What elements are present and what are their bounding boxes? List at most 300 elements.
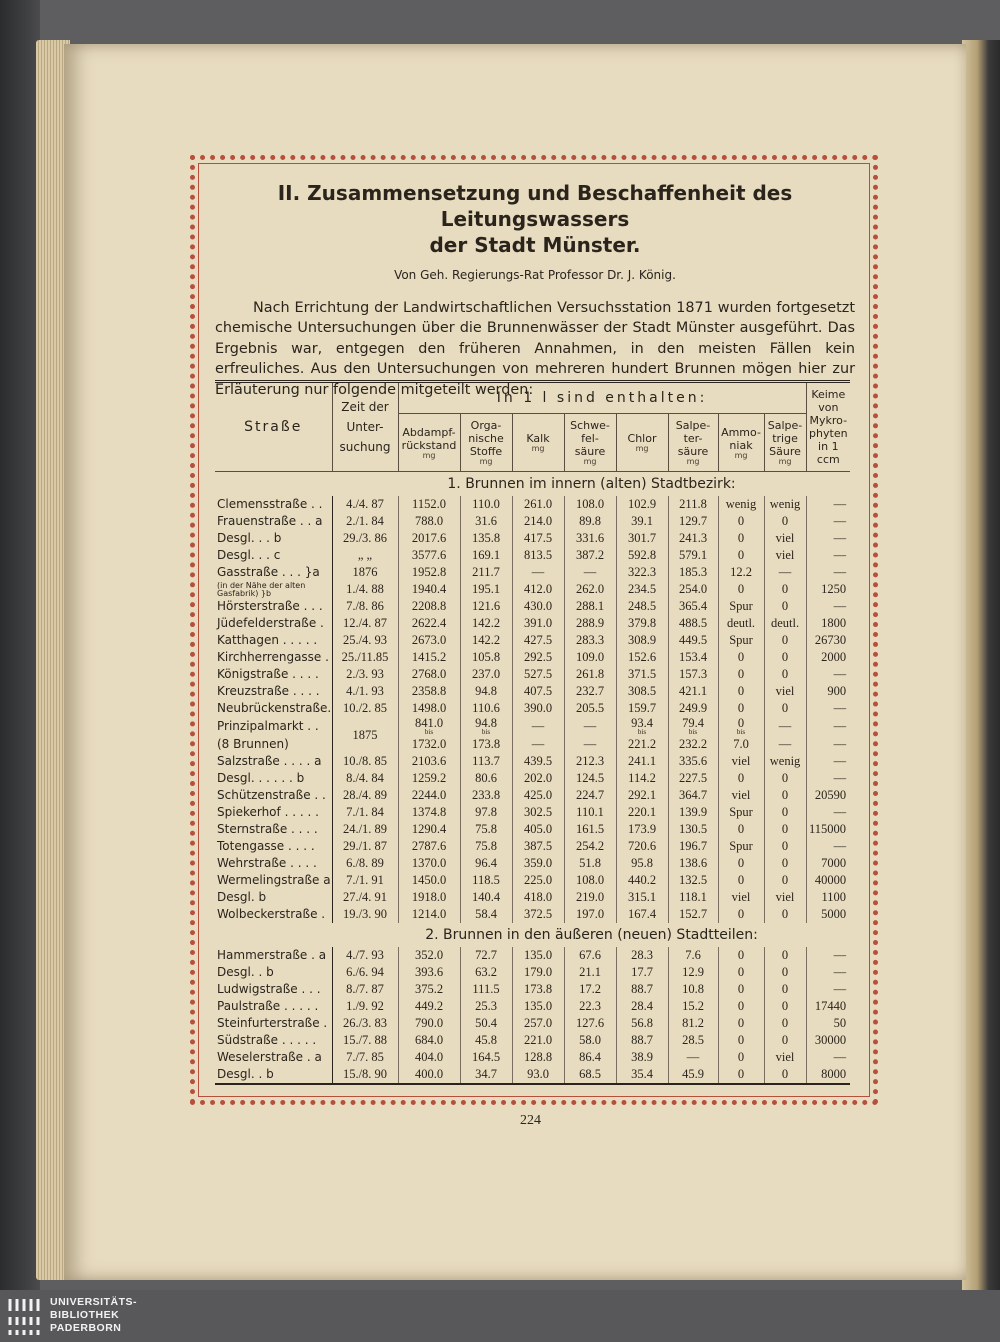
- value-cell: —: [512, 564, 564, 581]
- keime-cell: —: [806, 964, 850, 981]
- value-cell: 88.7: [616, 981, 668, 998]
- table-row: [215, 632, 850, 649]
- street-name: Katthagen . . . . .: [217, 633, 318, 648]
- date-cell: 10./8. 85: [332, 753, 398, 770]
- date-cell: 7./8. 86: [332, 598, 398, 615]
- header-salpeter: Salpe-ter-säure mg: [668, 414, 718, 472]
- value-cell: 202.0: [512, 770, 564, 787]
- title-line-1: II. Zusammensetzung und Beschaffenheit des Leitungswassers: [277, 181, 793, 231]
- value-cell: 315.1: [616, 889, 668, 906]
- section-heading-1: [215, 472, 850, 497]
- table-row: [215, 964, 850, 981]
- value-cell: 0: [718, 513, 764, 530]
- range-start: 94.8: [475, 717, 497, 730]
- value-cell: 0: [764, 838, 806, 855]
- value-cell: 379.8: [616, 615, 668, 632]
- value-cell: 105.8: [460, 649, 512, 666]
- value-cell: 249.9: [668, 700, 718, 717]
- value-cell: 96.4: [460, 855, 512, 872]
- library-name-line-2: BIBLIOTHEK: [50, 1309, 120, 1321]
- keime-cell: 26730: [806, 632, 850, 649]
- value-cell: 173.9: [616, 821, 668, 838]
- keime-cell: 40000: [806, 872, 850, 889]
- value-cell: 0: [764, 981, 806, 998]
- value-cell: 0: [764, 513, 806, 530]
- range-bis: bis: [424, 728, 434, 736]
- value-cell: —: [668, 1049, 718, 1066]
- table-row: [215, 872, 850, 889]
- value-cell: 173.8: [460, 736, 512, 753]
- value-cell: 322.3: [616, 564, 668, 581]
- value-cell: 118.5: [460, 872, 512, 889]
- table-row: [215, 787, 850, 804]
- street-name: Sternstraße . . . .: [217, 822, 318, 837]
- table-row: [215, 513, 850, 530]
- street-name: Desgl. b: [217, 890, 267, 905]
- value-cell: 80.6: [460, 770, 512, 787]
- street-name: Ludwigstraße . . .: [217, 982, 321, 997]
- value-cell: 254.2: [564, 838, 616, 855]
- value-cell: —: [806, 736, 850, 753]
- date-cell: 25./4. 93: [332, 632, 398, 649]
- value-cell: 97.8: [460, 804, 512, 821]
- value-cell: 0: [764, 804, 806, 821]
- library-name-line-3: PADERBORN: [50, 1322, 122, 1334]
- keime-cell: 115000: [806, 821, 850, 838]
- range-start: 841.0: [414, 717, 444, 730]
- keime-cell: —: [806, 804, 850, 821]
- keime-cell: —: [806, 753, 850, 770]
- keime-cell: 1250: [806, 581, 850, 598]
- value-cell: 2768.0: [398, 666, 460, 683]
- table-row: [215, 530, 850, 547]
- value-cell: 0: [764, 1015, 806, 1032]
- value-cell: 241.3: [668, 530, 718, 547]
- value-cell: 0: [718, 872, 764, 889]
- value-cell: 0: [718, 649, 764, 666]
- header-salpetrig: Salpe-trige Säure mg: [764, 414, 806, 472]
- value-cell: 221.2: [616, 736, 668, 753]
- value-cell: 1918.0: [398, 889, 460, 906]
- value-cell: 39.1: [616, 513, 668, 530]
- value-cell: 2103.6: [398, 753, 460, 770]
- value-cell: 788.0: [398, 513, 460, 530]
- value-cell: 0: [764, 855, 806, 872]
- keime-cell: —: [806, 666, 850, 683]
- street-name: Königstraße . . . .: [217, 667, 319, 682]
- value-cell: 38.9: [616, 1049, 668, 1066]
- value-cell: 0: [764, 666, 806, 683]
- table-body-outer-district: [215, 923, 850, 1084]
- header-abdampf: Abdampf-rückstand mg: [398, 414, 460, 472]
- value-cell: 56.8: [616, 1015, 668, 1032]
- value-cell: 0: [718, 1015, 764, 1032]
- value-cell: 1290.4: [398, 821, 460, 838]
- value-cell: 393.6: [398, 964, 460, 981]
- article-title: [215, 180, 855, 258]
- value-cell: Spur: [718, 598, 764, 615]
- value-cell: 288.1: [564, 598, 616, 615]
- value-cell: 248.5: [616, 598, 668, 615]
- value-cell: 72.7: [460, 947, 512, 964]
- value-cell: 237.0: [460, 666, 512, 683]
- value-cell: 301.7: [616, 530, 668, 547]
- value-cell: 108.0: [564, 496, 616, 513]
- table-row: [215, 649, 850, 666]
- date-cell: 2./3. 93: [332, 666, 398, 683]
- table-row: [215, 581, 850, 598]
- library-logo-icon: [6, 1297, 44, 1337]
- keime-cell: 2000: [806, 649, 850, 666]
- value-cell: 430.0: [512, 598, 564, 615]
- value-cell: 220.1: [616, 804, 668, 821]
- value-cell: viel: [718, 753, 764, 770]
- value-cell: 35.4: [616, 1066, 668, 1084]
- value-cell: [718, 717, 764, 736]
- value-cell: 1450.0: [398, 872, 460, 889]
- value-cell: 34.7: [460, 1066, 512, 1084]
- table-row: [215, 804, 850, 821]
- value-cell: 2622.4: [398, 615, 460, 632]
- table-row: [215, 717, 850, 736]
- keime-cell: —: [806, 838, 850, 855]
- value-cell: 109.0: [564, 649, 616, 666]
- value-cell: 292.1: [616, 787, 668, 804]
- value-cell: 390.0: [512, 700, 564, 717]
- value-cell: 1732.0: [398, 736, 460, 753]
- keime-cell: —: [806, 547, 850, 564]
- street-name: (in der Nähe der alten Gasfabrik) }b: [217, 581, 306, 598]
- value-cell: 159.7: [616, 700, 668, 717]
- value-cell: deutl.: [718, 615, 764, 632]
- value-cell: [460, 717, 512, 736]
- header-in-1-l: In 1 l sind enthalten:: [398, 382, 806, 414]
- keime-cell: 1100: [806, 889, 850, 906]
- value-cell: 2017.6: [398, 530, 460, 547]
- table-row: [215, 855, 850, 872]
- value-cell: 152.7: [668, 906, 718, 923]
- value-cell: 288.9: [564, 615, 616, 632]
- value-cell: 12.2: [718, 564, 764, 581]
- value-cell: 0: [718, 906, 764, 923]
- value-cell: 417.5: [512, 530, 564, 547]
- value-cell: 195.1: [460, 581, 512, 598]
- value-cell: 365.4: [668, 598, 718, 615]
- value-cell: 128.8: [512, 1049, 564, 1066]
- value-cell: 292.5: [512, 649, 564, 666]
- value-cell: 233.8: [460, 787, 512, 804]
- header-zeit: Zeit der Unter-suchung: [332, 382, 398, 472]
- date-cell: 15./8. 90: [332, 1066, 398, 1084]
- value-cell: 0: [764, 632, 806, 649]
- library-name: [50, 1296, 137, 1335]
- table-body-prinzipalmarkt: [215, 717, 850, 753]
- value-cell: 425.0: [512, 787, 564, 804]
- value-cell: 308.5: [616, 683, 668, 700]
- section-title-2: 2. Brunnen in den äußeren (neuen) Stadtteilen:: [425, 926, 758, 943]
- value-cell: 421.1: [668, 683, 718, 700]
- value-cell: 197.0: [564, 906, 616, 923]
- value-cell: 212.3: [564, 753, 616, 770]
- value-cell: wenig: [718, 496, 764, 513]
- value-cell: —: [764, 736, 806, 753]
- street-name: Jüdefelderstraße .: [217, 616, 324, 631]
- keime-cell: —: [806, 770, 850, 787]
- value-cell: Spur: [718, 632, 764, 649]
- value-cell: viel: [718, 787, 764, 804]
- keime-cell: 20590: [806, 787, 850, 804]
- table-row: [215, 821, 850, 838]
- value-cell: 139.9: [668, 804, 718, 821]
- value-cell: [398, 717, 460, 736]
- value-cell: 129.7: [668, 513, 718, 530]
- value-cell: 219.0: [564, 889, 616, 906]
- value-cell: 205.5: [564, 700, 616, 717]
- street-name: Clemensstraße . .: [217, 497, 323, 512]
- value-cell: 352.0: [398, 947, 460, 964]
- range-bis: bis: [481, 728, 491, 736]
- value-cell: 1259.2: [398, 770, 460, 787]
- value-cell: 0: [718, 770, 764, 787]
- value-cell: 196.7: [668, 838, 718, 855]
- value-cell: 1152.0: [398, 496, 460, 513]
- value-cell: 254.0: [668, 581, 718, 598]
- date-cell: 28./4. 89: [332, 787, 398, 804]
- value-cell: 152.6: [616, 649, 668, 666]
- value-cell: 58.0: [564, 1032, 616, 1049]
- keime-cell: —: [806, 496, 850, 513]
- date-cell: 29./1. 87: [332, 838, 398, 855]
- value-cell: 0: [764, 770, 806, 787]
- value-cell: 111.5: [460, 981, 512, 998]
- table-row: [215, 564, 850, 581]
- value-cell: —: [564, 564, 616, 581]
- street-name: Wehrstraße . . . .: [217, 856, 317, 871]
- value-cell: 2787.6: [398, 838, 460, 855]
- date-cell: 1876: [332, 564, 398, 581]
- value-cell: 157.3: [668, 666, 718, 683]
- keime-cell: —: [806, 598, 850, 615]
- range-bis: bis: [736, 728, 746, 736]
- value-cell: 592.8: [616, 547, 668, 564]
- article-header: [215, 180, 855, 400]
- book-spine: [0, 0, 40, 1290]
- value-cell: 813.5: [512, 547, 564, 564]
- value-cell: viel: [764, 889, 806, 906]
- value-cell: 1952.8: [398, 564, 460, 581]
- date-cell: „ „: [332, 547, 398, 564]
- right-page-edge: [962, 40, 1000, 1290]
- value-cell: 135.0: [512, 947, 564, 964]
- header-organ: Orga-nische Stoffe mg: [460, 414, 512, 472]
- value-cell: 67.6: [564, 947, 616, 964]
- date-cell: 4./7. 93: [332, 947, 398, 964]
- section-heading-2: [215, 923, 850, 947]
- date-cell: 7./1. 91: [332, 872, 398, 889]
- value-cell: viel: [764, 683, 806, 700]
- value-cell: 81.2: [668, 1015, 718, 1032]
- value-cell: 2208.8: [398, 598, 460, 615]
- value-cell: 527.5: [512, 666, 564, 683]
- table-row: [215, 998, 850, 1015]
- value-cell: wenig: [764, 496, 806, 513]
- keime-cell: 1800: [806, 615, 850, 632]
- value-cell: 232.7: [564, 683, 616, 700]
- value-cell: 75.8: [460, 838, 512, 855]
- value-cell: 164.5: [460, 1049, 512, 1066]
- value-cell: 261.0: [512, 496, 564, 513]
- street-name: Spiekerhof . . . . .: [217, 805, 319, 820]
- value-cell: 179.0: [512, 964, 564, 981]
- value-cell: 1940.4: [398, 581, 460, 598]
- value-cell: 262.0: [564, 581, 616, 598]
- value-cell: 387.2: [564, 547, 616, 564]
- value-cell: 118.1: [668, 889, 718, 906]
- value-cell: 142.2: [460, 632, 512, 649]
- value-cell: 359.0: [512, 855, 564, 872]
- range-bis: bis: [637, 728, 647, 736]
- value-cell: 28.4: [616, 998, 668, 1015]
- value-cell: 0: [718, 547, 764, 564]
- value-cell: —: [764, 717, 806, 736]
- value-cell: 0: [718, 1066, 764, 1084]
- header-keime: Keime von Mykro-phyten in 1 ccm: [806, 382, 850, 472]
- value-cell: 169.1: [460, 547, 512, 564]
- keime-cell: —: [806, 564, 850, 581]
- value-cell: 185.3: [668, 564, 718, 581]
- value-cell: 7.0: [718, 736, 764, 753]
- street-name: Hammerstraße . a: [217, 948, 327, 963]
- value-cell: 1415.2: [398, 649, 460, 666]
- value-cell: 68.5: [564, 1066, 616, 1084]
- value-cell: 488.5: [668, 615, 718, 632]
- keime-cell: —: [806, 513, 850, 530]
- value-cell: 124.5: [564, 770, 616, 787]
- table-body-inner-district-cont: [215, 753, 850, 923]
- value-cell: 418.0: [512, 889, 564, 906]
- author-line: Von Geh. Regierungs-Rat Professor Dr. J. König.: [394, 268, 676, 282]
- table-row: [215, 947, 850, 964]
- street-name: Schützenstraße . .: [217, 788, 326, 803]
- value-cell: 400.0: [398, 1066, 460, 1084]
- value-cell: 45.8: [460, 1032, 512, 1049]
- street-name: Frauenstraße . . a: [217, 514, 323, 529]
- value-cell: 25.3: [460, 998, 512, 1015]
- keime-cell: 7000: [806, 855, 850, 872]
- value-cell: 127.6: [564, 1015, 616, 1032]
- value-cell: 391.0: [512, 615, 564, 632]
- value-cell: 1498.0: [398, 700, 460, 717]
- title-line-2: der Stadt Münster.: [429, 233, 641, 257]
- value-cell: 0: [764, 787, 806, 804]
- date-cell: 10./2. 85: [332, 700, 398, 717]
- table-row: [215, 1032, 850, 1049]
- value-cell: 17.2: [564, 981, 616, 998]
- value-cell: 0: [718, 700, 764, 717]
- value-cell: 113.7: [460, 753, 512, 770]
- value-cell: 0: [718, 666, 764, 683]
- value-cell: 412.0: [512, 581, 564, 598]
- value-cell: 211.7: [460, 564, 512, 581]
- value-cell: 440.2: [616, 872, 668, 889]
- keime-cell: —: [806, 700, 850, 717]
- value-cell: 0: [764, 872, 806, 889]
- value-cell: 0: [764, 700, 806, 717]
- value-cell: 720.6: [616, 838, 668, 855]
- street-name: Südstraße . . . . .: [217, 1033, 317, 1048]
- date-cell: 7./7. 85: [332, 1049, 398, 1066]
- value-cell: —: [512, 736, 564, 753]
- date-cell: 27./4. 91: [332, 889, 398, 906]
- value-cell: 302.5: [512, 804, 564, 821]
- value-cell: 58.4: [460, 906, 512, 923]
- street-name: Kreuzstraße . . . .: [217, 684, 320, 699]
- value-cell: viel: [764, 530, 806, 547]
- value-cell: 427.5: [512, 632, 564, 649]
- header-kalk: Kalk mg: [512, 414, 564, 472]
- value-cell: 684.0: [398, 1032, 460, 1049]
- value-cell: 261.8: [564, 666, 616, 683]
- street-name: Prinzipalmarkt . .: [217, 719, 319, 734]
- range-start: 93.4: [631, 717, 653, 730]
- value-cell: 22.3: [564, 998, 616, 1015]
- table-row: [215, 1049, 850, 1066]
- keime-cell: 50: [806, 1015, 850, 1032]
- value-cell: 364.7: [668, 787, 718, 804]
- header-strasse: Straße: [215, 382, 332, 472]
- value-cell: —: [564, 736, 616, 753]
- value-cell: 94.8: [460, 683, 512, 700]
- value-cell: 0: [718, 683, 764, 700]
- value-cell: 0: [764, 581, 806, 598]
- street-name: Salzstraße . . . . a: [217, 754, 322, 769]
- value-cell: 0: [718, 821, 764, 838]
- value-cell: 0: [764, 598, 806, 615]
- value-cell: 28.5: [668, 1032, 718, 1049]
- table-row: [215, 838, 850, 855]
- value-cell: 0: [718, 947, 764, 964]
- table-row: [215, 906, 850, 923]
- value-cell: 0: [764, 906, 806, 923]
- value-cell: 135.0: [512, 998, 564, 1015]
- value-cell: 0: [718, 855, 764, 872]
- value-cell: 372.5: [512, 906, 564, 923]
- keime-cell: —: [806, 1049, 850, 1066]
- table-row: [215, 496, 850, 513]
- value-cell: 2244.0: [398, 787, 460, 804]
- date-cell: 8./4. 84: [332, 770, 398, 787]
- value-cell: 15.2: [668, 998, 718, 1015]
- value-cell: 51.8: [564, 855, 616, 872]
- value-cell: 121.6: [460, 598, 512, 615]
- value-cell: 17.7: [616, 964, 668, 981]
- value-cell: 7.6: [668, 947, 718, 964]
- value-cell: 50.4: [460, 1015, 512, 1032]
- street-name: Totengasse . . . .: [217, 839, 315, 854]
- value-cell: 449.5: [668, 632, 718, 649]
- value-cell: 308.9: [616, 632, 668, 649]
- date-cell: 6./8. 89: [332, 855, 398, 872]
- street-name: Steinfurterstraße .: [217, 1016, 328, 1031]
- table-row: [215, 770, 850, 787]
- street-name: Gasstraße . . . }a: [217, 565, 320, 580]
- table-row: [215, 683, 850, 700]
- value-cell: 335.6: [668, 753, 718, 770]
- table-row: [215, 666, 850, 683]
- value-cell: 138.6: [668, 855, 718, 872]
- table-row: [215, 547, 850, 564]
- header-chlor: Chlor mg: [616, 414, 668, 472]
